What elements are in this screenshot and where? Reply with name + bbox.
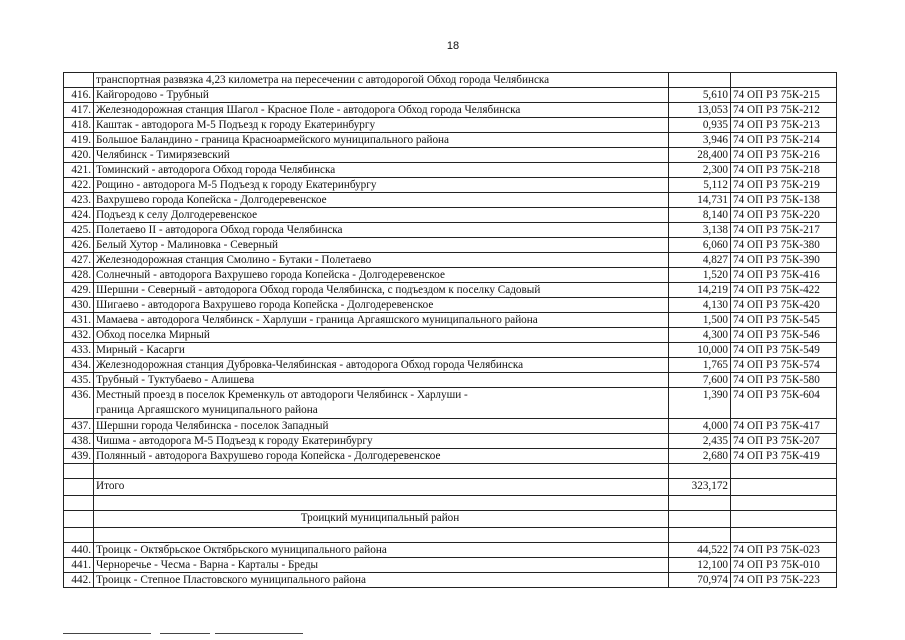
table-row <box>64 178 837 193</box>
road-name: Кайгородово - Трубный <box>94 88 669 103</box>
table-row <box>64 558 837 573</box>
road-code: 74 ОП РЗ 75К-218 <box>731 163 837 178</box>
road-code: 74 ОП РЗ 75К-214 <box>731 133 837 148</box>
road-name: Подъезд к селу Долгодеревенское <box>94 208 669 223</box>
table-row <box>64 208 837 223</box>
row-number: 438. <box>64 434 94 449</box>
row-number: 437. <box>64 419 94 434</box>
table-row <box>64 313 837 328</box>
road-name: Каштак - автодорога М-5 Подъезд к городу Екатеринбургу <box>94 118 669 133</box>
road-code: 74 ОП РЗ 75К-219 <box>731 178 837 193</box>
road-length: 1,520 <box>669 268 731 283</box>
road-length: 1,390 <box>669 388 731 419</box>
table-row <box>64 193 837 208</box>
table-row <box>64 434 837 449</box>
table-row <box>64 223 837 238</box>
road-length: 14,219 <box>669 283 731 298</box>
road-length: 4,000 <box>669 419 731 434</box>
road-code: 74 ОП РЗ 75К-545 <box>731 313 837 328</box>
road-name: Троицк - Октябрьское Октябрьского муниципального района <box>94 543 669 558</box>
table-row <box>64 103 837 118</box>
row-number: 418. <box>64 118 94 133</box>
row-number: 424. <box>64 208 94 223</box>
table-row-district <box>64 511 837 528</box>
road-length: 2,300 <box>669 163 731 178</box>
row-number: 422. <box>64 178 94 193</box>
road-length: 44,522 <box>669 543 731 558</box>
road-name: Троицк - Степное Пластовского муниципального района <box>94 573 669 588</box>
road-code: 74 ОП РЗ 75К-207 <box>731 434 837 449</box>
road-length: 5,610 <box>669 88 731 103</box>
road-name: Челябинск - Тимирязевский <box>94 148 669 163</box>
road-length: 7,600 <box>669 373 731 388</box>
road-length: 1,500 <box>669 313 731 328</box>
road-code: 74 ОП РЗ 75К-574 <box>731 358 837 373</box>
road-length: 8,140 <box>669 208 731 223</box>
road-length: 10,000 <box>669 343 731 358</box>
road-name: Солнечный - автодорога Вахрушево города Копейска - Долгодеревенское <box>94 268 669 283</box>
road-name <box>94 388 669 419</box>
page-number: 18 <box>446 40 460 52</box>
road-code: 74 ОП РЗ 75К-023 <box>731 543 837 558</box>
row-number: 426. <box>64 238 94 253</box>
table-row <box>64 163 837 178</box>
road-length: 14,731 <box>669 193 731 208</box>
road-length: 2,680 <box>669 449 731 464</box>
road-length: 4,300 <box>669 328 731 343</box>
table-row <box>64 343 837 358</box>
road-name: Черноречье - Чесма - Варна - Карталы - Бреды <box>94 558 669 573</box>
table-row <box>64 133 837 148</box>
road-length: 12,100 <box>669 558 731 573</box>
table-row-continuation <box>64 73 837 88</box>
row-number: 428. <box>64 268 94 283</box>
road-name: Мирный - Касарги <box>94 343 669 358</box>
road-length: 2,435 <box>669 434 731 449</box>
table-row <box>64 238 837 253</box>
road-name: Большое Баландино - граница Красноармейского муниципального района <box>94 133 669 148</box>
table-row-total <box>64 479 837 496</box>
road-code: 74 ОП РЗ 75К-217 <box>731 223 837 238</box>
table-row <box>64 419 837 434</box>
road-name: Шершни города Челябинска - поселок Западный <box>94 419 669 434</box>
row-number: 436. <box>64 388 94 419</box>
road-name-line: Местный проезд в поселок Кременкуль от автодороги Челябинск - Харлуши - <box>96 389 468 401</box>
road-code: 74 ОП РЗ 75К-212 <box>731 103 837 118</box>
road-code: 74 ОП РЗ 75К-546 <box>731 328 837 343</box>
road-code: 74 ОП РЗ 75К-417 <box>731 419 837 434</box>
road-code: 74 ОП РЗ 75К-223 <box>731 573 837 588</box>
road-length: 28,400 <box>669 148 731 163</box>
footer-rule <box>215 633 303 634</box>
road-length: 5,112 <box>669 178 731 193</box>
table-row <box>64 573 837 588</box>
road-name: Томинский - автодорога Обход города Челябинска <box>94 163 669 178</box>
table-row <box>64 148 837 163</box>
road-name: Вахрушево города Копейска - Долгодеревенское <box>94 193 669 208</box>
road-code: 74 ОП РЗ 75К-420 <box>731 298 837 313</box>
row-number: 423. <box>64 193 94 208</box>
footer-rule <box>63 633 151 634</box>
row-number: 417. <box>64 103 94 118</box>
road-code: 74 ОП РЗ 75К-216 <box>731 148 837 163</box>
row-number: 420. <box>64 148 94 163</box>
row-number: 421. <box>64 163 94 178</box>
road-code: 74 ОП РЗ 75К-419 <box>731 449 837 464</box>
footer-rule <box>160 633 210 634</box>
road-name: Железнодорожная станция Дубровка-Челябинская - автодорога Обход города Челябинска <box>94 358 669 373</box>
road-length: 13,053 <box>669 103 731 118</box>
district-heading: Троицкий муниципальный район <box>94 511 669 528</box>
road-code: 74 ОП РЗ 75К-580 <box>731 373 837 388</box>
table-row <box>64 268 837 283</box>
table-row <box>64 449 837 464</box>
roads-table <box>63 72 837 588</box>
table-row <box>64 328 837 343</box>
road-name: Железнодорожная станция Смолино - Бутаки - Полетаево <box>94 253 669 268</box>
row-number: 440. <box>64 543 94 558</box>
road-name: Рощино - автодорога М-5 Подъезд к городу Екатеринбургу <box>94 178 669 193</box>
road-name: Белый Хутор - Малиновка - Северный <box>94 238 669 253</box>
row-number: 431. <box>64 313 94 328</box>
row-number: 434. <box>64 358 94 373</box>
road-name: Обход поселка Мирный <box>94 328 669 343</box>
table-row <box>64 283 837 298</box>
road-name: Железнодорожная станция Шагол - Красное Поле - автодорога Обход города Челябинска <box>94 103 669 118</box>
road-length: 70,974 <box>669 573 731 588</box>
row-number: 435. <box>64 373 94 388</box>
row-number: 441. <box>64 558 94 573</box>
table-row-blank <box>64 528 837 543</box>
road-length: 0,935 <box>669 118 731 133</box>
row-number: 427. <box>64 253 94 268</box>
road-name: транспортная развязка 4,23 километра на пересечении с автодорогой Обход города Челябинска <box>94 73 669 88</box>
table-row <box>64 118 837 133</box>
road-name-line: граница Аргаяшского муниципального района <box>96 404 318 416</box>
row-number: 432. <box>64 328 94 343</box>
row-number: 416. <box>64 88 94 103</box>
table-row-blank <box>64 496 837 511</box>
road-code: 74 ОП РЗ 75К-390 <box>731 253 837 268</box>
table-row <box>64 373 837 388</box>
road-code: 74 ОП РЗ 75К-213 <box>731 118 837 133</box>
road-name: Полетаево II - автодорога Обход города Челябинска <box>94 223 669 238</box>
row-number: 439. <box>64 449 94 464</box>
row-number: 425. <box>64 223 94 238</box>
road-length: 6,060 <box>669 238 731 253</box>
row-number: 430. <box>64 298 94 313</box>
table-row <box>64 88 837 103</box>
road-name: Чишма - автодорога М-5 Подъезд к городу Екатеринбургу <box>94 434 669 449</box>
row-number: 433. <box>64 343 94 358</box>
total-label: Итого <box>94 479 669 496</box>
table-row <box>64 253 837 268</box>
table-row <box>64 298 837 313</box>
road-length: 3,946 <box>669 133 731 148</box>
road-code: 74 ОП РЗ 75К-138 <box>731 193 837 208</box>
road-code: 74 ОП РЗ 75К-549 <box>731 343 837 358</box>
road-code: 74 ОП РЗ 75К-010 <box>731 558 837 573</box>
road-code: 74 ОП РЗ 75К-380 <box>731 238 837 253</box>
road-length: 4,130 <box>669 298 731 313</box>
road-name: Шершни - Северный - автодорога Обход города Челябинска, с подъездом к поселку Садовый <box>94 283 669 298</box>
table-row-blank <box>64 464 837 479</box>
road-length: 3,138 <box>669 223 731 238</box>
road-code: 74 ОП РЗ 75К-604 <box>731 388 837 419</box>
row-number: 419. <box>64 133 94 148</box>
road-name: Шигаево - автодорога Вахрушево города Копейска - Долгодеревенское <box>94 298 669 313</box>
road-name: Трубный - Туктубаево - Алишева <box>94 373 669 388</box>
road-code: 74 ОП РЗ 75К-416 <box>731 268 837 283</box>
road-code: 74 ОП РЗ 75К-215 <box>731 88 837 103</box>
road-code: 74 ОП РЗ 75К-422 <box>731 283 837 298</box>
row-number: 442. <box>64 573 94 588</box>
total-value: 323,172 <box>669 479 731 496</box>
road-length: 1,765 <box>669 358 731 373</box>
table-row <box>64 358 837 373</box>
row-number: 429. <box>64 283 94 298</box>
road-code: 74 ОП РЗ 75К-220 <box>731 208 837 223</box>
road-name: Мамаева - автодорога Челябинск - Харлуши - граница Аргаяшского муниципального района <box>94 313 669 328</box>
road-name: Полянный - автодорога Вахрушево города Копейска - Долгодеревенское <box>94 449 669 464</box>
road-length: 4,827 <box>669 253 731 268</box>
table-row <box>64 388 837 419</box>
table-row <box>64 543 837 558</box>
